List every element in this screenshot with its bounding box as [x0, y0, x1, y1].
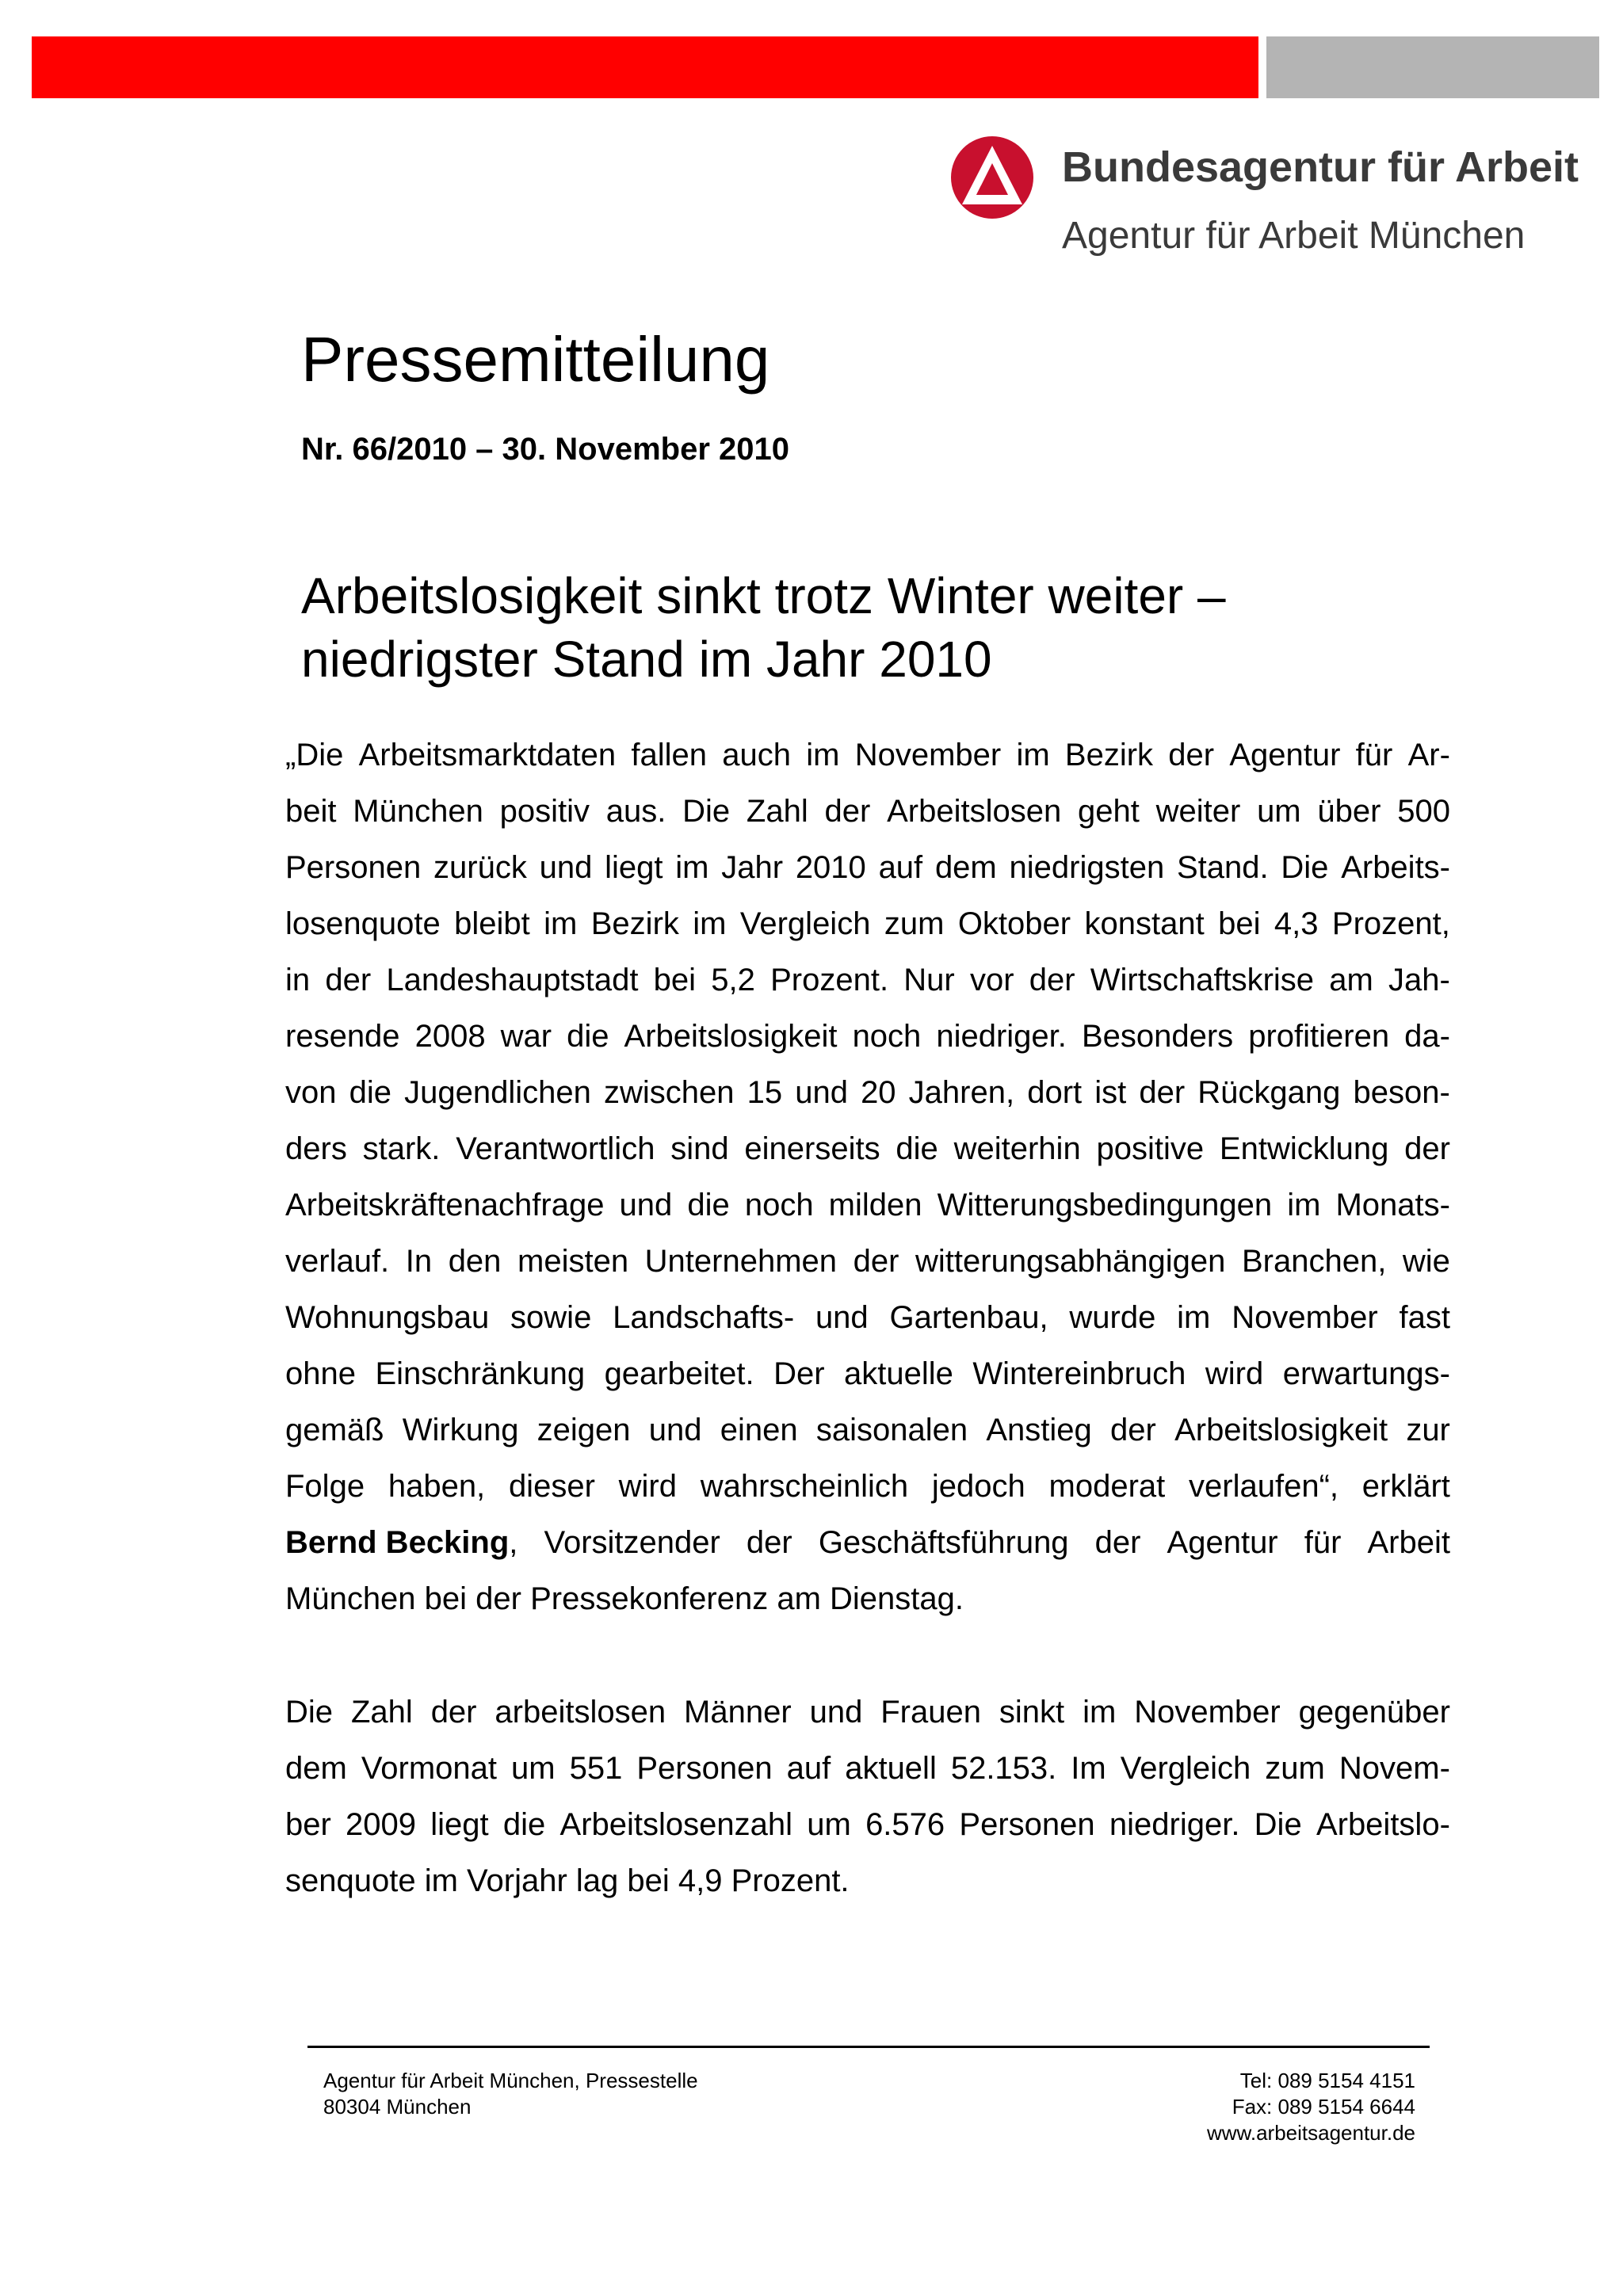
word: Wirkung [402, 1413, 519, 1447]
word: war [500, 1019, 552, 1054]
word: Einschränkung [375, 1356, 586, 1391]
word: bei [1218, 906, 1261, 941]
footer-website-link[interactable]: www.arbeitsagentur.de [1206, 2121, 1415, 2145]
word: 551 [569, 1751, 623, 1786]
speaker-role-word: , [509, 1525, 518, 1560]
word: 6.576 [865, 1807, 945, 1842]
word: im [806, 738, 840, 772]
word: der [1168, 738, 1215, 772]
word: und [539, 850, 593, 885]
text-line [285, 1177, 1450, 1234]
word: Wintereinbruch [972, 1356, 1186, 1391]
word: fallen [631, 738, 708, 772]
word: fast [1399, 1300, 1450, 1335]
word: Rückgang [1197, 1075, 1341, 1110]
word: moderat [1048, 1469, 1166, 1504]
word: witterungsabhängigen [915, 1244, 1226, 1279]
word: ber [285, 1807, 331, 1842]
footer-org: Agentur für Arbeit München, Pressestelle [323, 2069, 698, 2092]
text-line [285, 1684, 1450, 1741]
text-line [285, 896, 1450, 952]
text-line [285, 1121, 1450, 1177]
word: gearbeitet. [604, 1356, 754, 1391]
word: gegenüber [1298, 1695, 1450, 1730]
word: erwartungs- [1282, 1356, 1450, 1391]
word: November [1134, 1695, 1281, 1730]
word: Im [1071, 1751, 1106, 1786]
word: positiv [499, 794, 590, 829]
text-line [285, 784, 1450, 840]
document-number-date: Nr. 66/2010 – 30. November 2010 [301, 432, 789, 467]
text-line [285, 840, 1450, 896]
word: ohne [285, 1356, 356, 1391]
word: der [1110, 1413, 1156, 1447]
word: der [824, 794, 871, 829]
text-line [285, 1797, 1450, 1853]
word: Der [773, 1356, 825, 1391]
word: Vergleich [739, 906, 871, 941]
word: resende [285, 1019, 400, 1054]
word: Entwicklung [1219, 1131, 1389, 1166]
word: liegt [430, 1807, 489, 1842]
word: um [1257, 794, 1301, 829]
footer-postal-address: 80304 München [323, 2095, 472, 2119]
word: da- [1404, 1019, 1450, 1054]
word: erklärt [1361, 1469, 1450, 1504]
word: der [1029, 963, 1075, 997]
word: und [619, 1188, 673, 1222]
text-line [285, 1290, 1450, 1346]
word: im [1083, 1695, 1117, 1730]
text-line [285, 1346, 1450, 1402]
word: im [675, 850, 709, 885]
word: aktuell [845, 1751, 937, 1786]
word: auf [878, 850, 923, 885]
word: in [285, 963, 311, 997]
word: Ar- [1407, 738, 1450, 772]
word: Besonders [1081, 1019, 1234, 1054]
word: Die [1254, 1807, 1302, 1842]
word: niedriger. [1109, 1807, 1240, 1842]
word: ist [1094, 1075, 1127, 1110]
word: saisonalen [815, 1413, 968, 1447]
text-line [285, 1741, 1450, 1797]
word: 500 [1397, 794, 1450, 829]
word: wurde [1069, 1300, 1156, 1335]
word: positive [1096, 1131, 1205, 1166]
word: die [502, 1807, 546, 1842]
word: die [896, 1131, 938, 1166]
word: Zahl [746, 794, 808, 829]
word: 20 [861, 1075, 896, 1110]
word: konstant [1084, 906, 1205, 941]
word: Personen [959, 1807, 1095, 1842]
word: den [448, 1244, 502, 1279]
footer-contact [1207, 2068, 1415, 2146]
word: einerseits [744, 1131, 880, 1166]
footer-address [323, 2068, 698, 2120]
word: In [405, 1244, 433, 1279]
word: Vergleich [1120, 1751, 1251, 1786]
word: beit [285, 794, 337, 829]
word: auch [722, 738, 792, 772]
word: dieser [508, 1469, 595, 1504]
word: die [567, 1019, 609, 1054]
word: 4,3 [1274, 906, 1319, 941]
word: vor [969, 963, 1014, 997]
headline [301, 564, 1458, 691]
word: Wohnungsbau [285, 1300, 490, 1335]
word: 2009 [346, 1807, 417, 1842]
word: stark. [362, 1131, 441, 1166]
top-bar-grey [1266, 36, 1599, 98]
speaker-role-word: für [1304, 1525, 1342, 1560]
word: um [511, 1751, 556, 1786]
word: Branchen, [1241, 1244, 1387, 1279]
word: Arbeitslosenzahl [559, 1807, 793, 1842]
agency-logo [949, 135, 1599, 269]
word: Arbeitskräftenachfrage [285, 1188, 605, 1222]
word: zur [1406, 1413, 1450, 1447]
headline-line-2: niedrigster Stand im Jahr 2010 [301, 631, 992, 688]
word: München [353, 794, 483, 829]
word: im [1016, 738, 1050, 772]
word: um [807, 1807, 851, 1842]
word: auf [786, 1751, 831, 1786]
word: wie [1402, 1244, 1450, 1279]
text-line: München bei der Pressekonferenz am Dienstag. [285, 1581, 964, 1616]
word: und [795, 1075, 848, 1110]
word: niedriger. [936, 1019, 1067, 1054]
word: sind [670, 1131, 729, 1166]
word: dort [1027, 1075, 1083, 1110]
word: Monats- [1335, 1188, 1450, 1222]
document-type: Pressemitteilung [301, 324, 770, 395]
speaker-role-word: Geschäftsführung [818, 1525, 1069, 1560]
word: bleibt [454, 906, 530, 941]
speaker-name: Bernd Becking [285, 1525, 510, 1560]
word: die [687, 1188, 730, 1222]
text-line [285, 952, 1450, 1009]
word: zum [884, 906, 945, 941]
word: zwischen [603, 1075, 735, 1110]
word: 2010 [795, 850, 866, 885]
word: Agentur [1229, 738, 1341, 772]
word: einen [720, 1413, 798, 1447]
word: Anstieg [986, 1413, 1092, 1447]
word: aus. [605, 794, 666, 829]
top-bar-red [32, 36, 1258, 98]
word: Die [285, 1695, 334, 1730]
word: meisten [517, 1244, 629, 1279]
word: zeigen [537, 1413, 631, 1447]
word: Arbeitslosigkeit [624, 1019, 838, 1054]
text-line [285, 1009, 1450, 1065]
word: und [648, 1413, 702, 1447]
footer-fax: Fax: 089 5154 6644 [1232, 2095, 1415, 2119]
text-line [285, 1402, 1450, 1459]
word: November [854, 738, 1002, 772]
word: Bezirk [1064, 738, 1154, 772]
word: verlauf. [285, 1244, 390, 1279]
word: und [809, 1695, 863, 1730]
word: Nur [903, 963, 955, 997]
word: Jah- [1388, 963, 1450, 997]
word: wird [1205, 1356, 1264, 1391]
word: sowie [510, 1300, 592, 1335]
word: noch [744, 1188, 814, 1222]
footer-tel: Tel: 089 5154 4151 [1239, 2069, 1415, 2092]
word: Prozent. [770, 963, 889, 997]
word: im [1287, 1188, 1321, 1222]
word: der [853, 1244, 899, 1279]
word: wahrscheinlich [700, 1469, 909, 1504]
speaker-role-word: der [746, 1525, 792, 1560]
text-line: senquote im Vorjahr lag bei 4,9 Prozent. [285, 1863, 850, 1898]
logo-subtitle: Agentur für Arbeit München [1062, 215, 1526, 257]
word: Folge [285, 1469, 365, 1504]
word: Unternehmen [644, 1244, 838, 1279]
word: jedoch [931, 1469, 1025, 1504]
word: Frauen [880, 1695, 981, 1730]
paragraph-2 [285, 1684, 1450, 1909]
text-line [285, 1065, 1450, 1121]
word: ders [285, 1131, 347, 1166]
word: verlaufen“, [1189, 1469, 1339, 1504]
word: milden [828, 1188, 922, 1222]
word: profitieren [1248, 1019, 1390, 1054]
speaker-role [509, 1515, 1450, 1571]
word: die [349, 1075, 391, 1110]
word: 52.153. [950, 1751, 1057, 1786]
word: 5,2 [711, 963, 755, 997]
word: der [1139, 1075, 1186, 1110]
word: der [325, 963, 372, 997]
word: Arbeitslosigkeit [1174, 1413, 1388, 1447]
word: Vormonat [361, 1751, 498, 1786]
text-line [285, 727, 1450, 784]
word: Personen [636, 1751, 773, 1786]
word: wird [618, 1469, 677, 1504]
word: von [285, 1075, 337, 1110]
word: Arbeitslo- [1316, 1807, 1450, 1842]
word: und [815, 1300, 869, 1335]
speaker-line [285, 1515, 1450, 1571]
word: der [1404, 1131, 1450, 1166]
word: Jahr [721, 850, 784, 885]
word: niedrigsten [1009, 850, 1165, 885]
speaker-role-word: der [1094, 1525, 1141, 1560]
bundesagentur-a-logo-icon [949, 135, 1035, 220]
word: Landeshauptstadt [386, 963, 639, 997]
word: Landschafts- [613, 1300, 795, 1335]
word: losenquote [285, 906, 441, 941]
word: Wirtschaftskrise [1090, 963, 1315, 997]
word: arbeitslosen [495, 1695, 666, 1730]
word: Prozent, [1331, 906, 1450, 941]
word: Oktober [957, 906, 1071, 941]
word: im [544, 906, 578, 941]
word: Arbeitsmarktdaten [358, 738, 617, 772]
word: Die [682, 794, 731, 829]
word: liegt [605, 850, 663, 885]
word: Arbeits- [1341, 850, 1450, 885]
word: aktuelle [844, 1356, 953, 1391]
word: November [1232, 1300, 1378, 1335]
word: Bezirk [590, 906, 679, 941]
word: weiter [1155, 794, 1241, 829]
word: gemäß [285, 1413, 384, 1447]
paragraph-1 [285, 727, 1450, 1627]
word: für [1355, 738, 1393, 772]
word: 15 [747, 1075, 783, 1110]
word: am [1329, 963, 1373, 997]
word: Gartenbau, [889, 1300, 1048, 1335]
word: Jugendlichen [404, 1075, 591, 1110]
word: im [1177, 1300, 1211, 1335]
footer-divider [307, 2046, 1430, 2048]
word: bei [653, 963, 697, 997]
word: über [1317, 794, 1381, 829]
word: Verantwortlich [456, 1131, 655, 1166]
word: Witterungsbedingungen [937, 1188, 1273, 1222]
word: Männer [684, 1695, 792, 1730]
word: Stand. [1176, 850, 1269, 885]
speaker-role-word: Agentur [1167, 1525, 1278, 1560]
word: 2008 [414, 1019, 486, 1054]
word: dem [285, 1751, 347, 1786]
word: sinkt [999, 1695, 1065, 1730]
word: Jahren, [908, 1075, 1015, 1110]
headline-line-1: Arbeitslosigkeit sinkt trotz Winter weiter – [301, 567, 1226, 624]
word: weiterhin [953, 1131, 1081, 1166]
text-line [285, 1234, 1450, 1290]
word: Novem- [1338, 1751, 1450, 1786]
speaker-role-word: Arbeit [1367, 1525, 1450, 1560]
word: dem [934, 850, 997, 885]
word: Die [1281, 850, 1329, 885]
word: Arbeitslosen [887, 794, 1062, 829]
word: „Die [285, 738, 344, 772]
logo-title: Bundesagentur für Arbeit [1062, 143, 1579, 191]
speaker-role-word: Vorsitzender [544, 1525, 720, 1560]
word: im [693, 906, 727, 941]
word: geht [1077, 794, 1140, 829]
word: Zahl [350, 1695, 413, 1730]
word: Personen [285, 850, 422, 885]
word: zurück [433, 850, 527, 885]
word: haben, [388, 1469, 486, 1504]
word: noch [852, 1019, 922, 1054]
text-line [285, 1459, 1450, 1515]
word: beson- [1353, 1075, 1450, 1110]
word: der [430, 1695, 477, 1730]
word: zum [1265, 1751, 1325, 1786]
